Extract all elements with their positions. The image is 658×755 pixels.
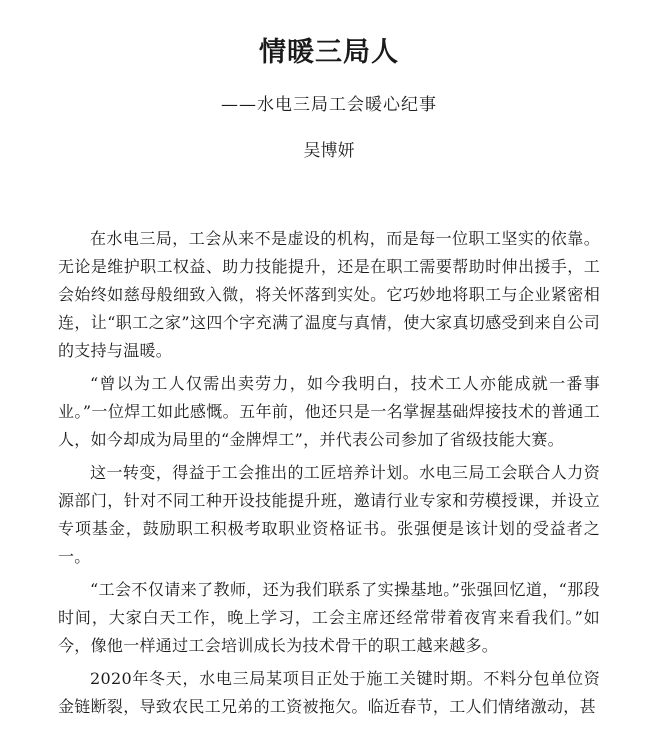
article-title: 情暖三局人 [259,37,399,68]
paragraph-4: “工会不仅请来了教师，还为我们联系了实操基地。”张强回忆道，“那段时间，大家白天工作，晚上学习，工会主席还经常带着夜宵来看我们。”如今，像他一样通过工会培训成长为技术骨干的职工越来越多。 [58,580,600,655]
paragraph-2: “曾以为工人仅需出卖劳力，如今我明白，技术工人亦能成就一番事业。”一位焊工如此感慨。五年前，他还只是一名掌握基础焊接技术的普通工人，如今却成为局里的“金牌焊工”，并代表公司参加了省级技能大赛。 [58,374,600,449]
paragraph-1: 在水电三局，工会从来不是虚设的机构，而是每一位职工坚实的依靠。无论是维护职工权益、助力技能提升，还是在职工需要帮助时伸出援手，工会始终如慈母般细致入微，将关怀落到实处。它巧妙地将职工与企业紧密相连，让“职工之家”这四个字充满了温度与真情，使大家真切感受到来自公司的支持与温暖。 [58,229,600,360]
paragraph-5: 2020年冬天，水电三局某项目正处于施工关键时期。不料分包单位资金链断裂，导致农民工兄弟的工资被拖欠。临近春节，工人们情绪激动，甚 [58,669,600,716]
article-author: 吴博妍 [303,141,355,161]
article-subtitle: ——水电三局工会暖心纪事 [221,95,437,115]
paragraph-3: 这一转变，得益于工会推出的工匠培养计划。水电三局工会联合人力资源部门，针对不同工种开设技能提升班，邀请行业专家和劳模授课，并设立专项基金，鼓励职工积极考取职业资格证书。张强便是该计划的受益者之一。 [58,463,600,566]
article-body [58,225,600,726]
